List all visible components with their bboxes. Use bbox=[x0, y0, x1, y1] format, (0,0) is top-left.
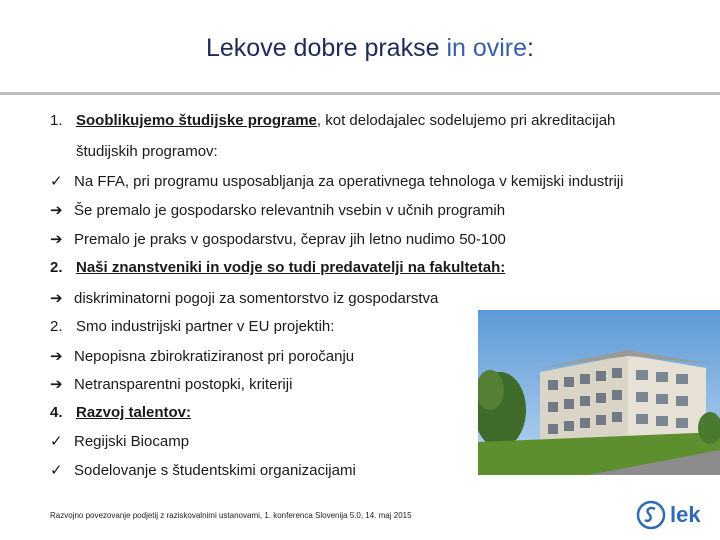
item-arrow-prakse: ➔ Premalo je praks v gospodarstvu, čeprav jih letno nudimo 50-100 bbox=[50, 231, 506, 248]
arrow-right-icon: ➔ bbox=[50, 376, 63, 393]
item-2-number: 2. bbox=[50, 259, 63, 276]
lek-logo bbox=[636, 500, 701, 530]
item-arrow-porocanje: ➔ Nepopisna zbirokratiziranost pri poročanju bbox=[50, 348, 355, 365]
item-4 bbox=[50, 404, 191, 421]
footer-text: Razvojno povezovanje podjetij z raziskovalnimi ustanovami, 1. konferenca Slovenija 5.0, 14. maj 2015 bbox=[50, 511, 412, 520]
checkmark-icon: ✓ bbox=[50, 173, 63, 190]
item-2 bbox=[50, 259, 505, 276]
item-arrow-postopki: ➔ Netransparentni postopki, kriteriji bbox=[50, 376, 293, 393]
lek-logo-text: lek bbox=[670, 502, 701, 527]
arrow-right-icon: ➔ bbox=[50, 231, 63, 248]
title-accent: in ovire bbox=[446, 34, 528, 62]
slide-title bbox=[0, 34, 720, 63]
item-1 bbox=[50, 112, 615, 129]
arrow-right-icon: ➔ bbox=[50, 290, 63, 307]
item-3-number: 2. bbox=[50, 318, 63, 335]
item-1-lead: Sooblikujemo študijske programe bbox=[76, 112, 317, 129]
lek-logo-icon bbox=[636, 500, 666, 530]
item-arrow-somentorstvo: ➔ diskriminatorni pogoji za somentorstvo iz gospodarstva bbox=[50, 290, 439, 307]
item-1-number: 1. bbox=[50, 112, 63, 129]
checkmark-icon: ✓ bbox=[50, 462, 63, 479]
item-check-ffa: ✓ Na FFA, pri programu usposabljanja za operativnega tehnologa v kemijski industriji bbox=[50, 173, 624, 190]
item-4-lead: Razvoj talentov: bbox=[76, 404, 192, 421]
title-main: Lekove dobre prakse bbox=[206, 34, 447, 62]
checkmark-icon: ✓ bbox=[50, 433, 63, 450]
item-3: 2. Smo industrijski partner v EU projektih: bbox=[50, 318, 335, 335]
item-check-biocamp: ✓ Regijski Biocamp bbox=[50, 433, 190, 450]
title-colon: : bbox=[527, 34, 534, 62]
arrow-right-icon: ➔ bbox=[50, 348, 63, 365]
title-divider bbox=[0, 92, 720, 95]
building-photo bbox=[478, 310, 720, 475]
item-1-rest: , kot delodajalec sodelujemo pri akreditacijah bbox=[316, 112, 616, 129]
item-4-number: 4. bbox=[50, 404, 63, 421]
item-2-lead: Naši znanstveniki in vodje so tudi predavatelji na fakultetah: bbox=[76, 259, 506, 276]
arrow-right-icon: ➔ bbox=[50, 202, 63, 219]
item-check-studenti: ✓ Sodelovanje s študentskimi organizacijami bbox=[50, 462, 356, 479]
item-arrow-vsebine: ➔ Še premalo je gospodarsko relevantnih vsebin v učnih programih bbox=[50, 202, 506, 219]
item-1-cont: študijskih programov: bbox=[76, 143, 218, 160]
